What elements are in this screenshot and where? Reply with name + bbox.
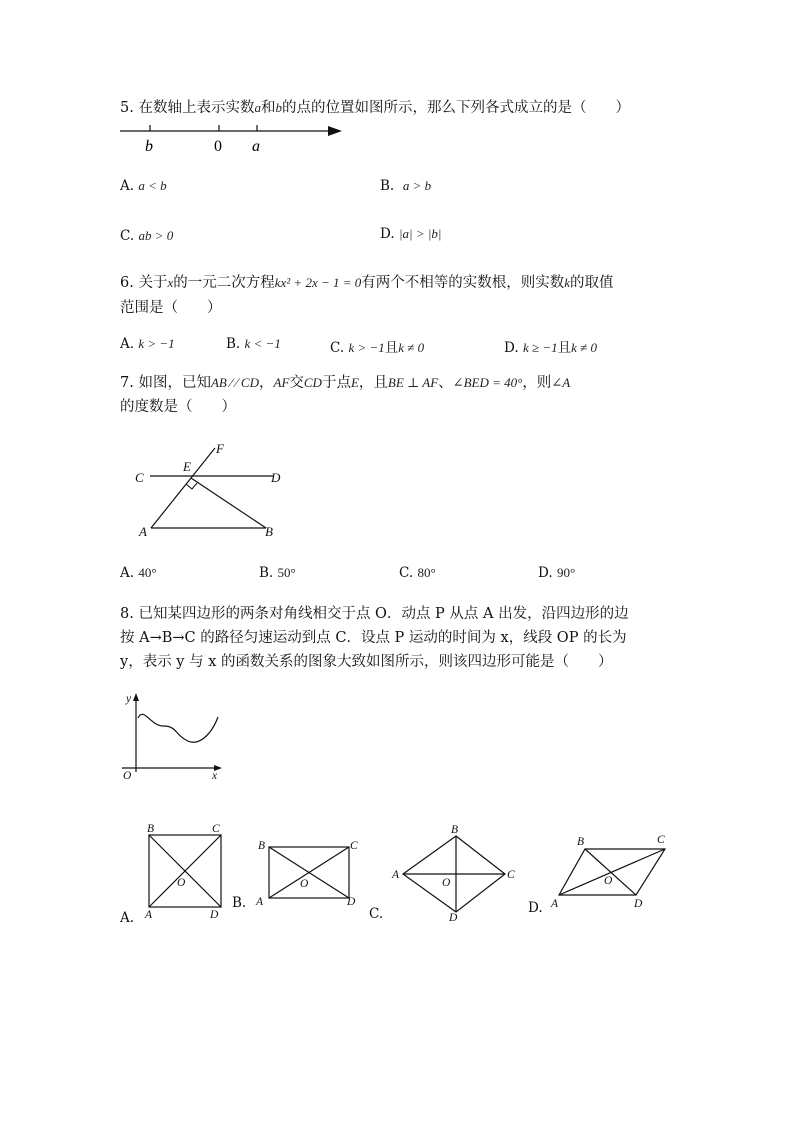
rh-label-C: C <box>507 869 515 881</box>
q6-option-a[interactable]: A. k > −1 <box>120 336 175 352</box>
pg-label-C: C <box>657 834 665 846</box>
q5-option-d[interactable]: D. |a| > |b| <box>380 226 442 242</box>
pg-label-D: D <box>634 898 643 910</box>
q8-graph-label-O: O <box>123 770 132 782</box>
sq-label-B: B <box>147 823 155 835</box>
q7-label-C: C <box>135 470 144 485</box>
numberline-label-a: a <box>252 138 260 155</box>
rect-label-A: A <box>256 896 264 908</box>
numberline-label-b: b <box>145 138 153 155</box>
q5-option-c[interactable]: C. ab > 0 <box>120 228 174 244</box>
q7-stem-line1: 7. 如图，已知AB ∕ ∕ CD，AF交CD于点E，且BE ⊥ AF、∠BED = 40°，则∠A <box>120 375 571 391</box>
q6-option-d[interactable]: D. k ≥ −1且k ≠ 0 <box>504 340 598 356</box>
q7-option-c[interactable]: C. 80° <box>399 565 436 581</box>
q7-stem-line2: 的度数是（ ） <box>120 399 236 415</box>
q8-figure-rectangle[interactable] <box>255 835 365 911</box>
q7-label-B: B <box>265 524 273 539</box>
q5-number-line <box>118 118 358 160</box>
sq-label-A: A <box>145 909 153 921</box>
q5-option-a[interactable]: A. a < b <box>120 178 167 194</box>
rh-label-O: O <box>442 877 451 889</box>
q8-figure-square[interactable] <box>138 820 230 922</box>
numberline-label-0: 0 <box>214 138 222 155</box>
q6-stem-line1: 6. 关于x的一元二次方程kx² + 2x − 1 = 0有两个不相等的实数根，则实数k的取值 <box>120 275 614 291</box>
q6-option-b[interactable]: B. k < −1 <box>226 336 281 352</box>
rh-label-A: A <box>392 869 400 881</box>
q7-option-a[interactable]: A. 40° <box>120 565 157 581</box>
q8-stem-line3: y，表示 y 与 x 的函数关系的图象大致如图所示，则该四边形可能是（ ） <box>120 654 613 670</box>
rect-label-D: D <box>347 896 356 908</box>
q7-option-d[interactable]: D. 90° <box>538 565 576 581</box>
q8-figure-parallelogram[interactable] <box>546 829 676 913</box>
q8-option-c[interactable]: C. <box>369 906 384 922</box>
rh-label-B: B <box>451 824 459 836</box>
q7-label-D: D <box>271 470 281 485</box>
q7-option-b[interactable]: B. 50° <box>259 565 296 581</box>
rh-label-D: D <box>449 912 458 922</box>
q8-function-graph <box>118 688 233 784</box>
q8-option-d[interactable]: D. <box>528 900 543 916</box>
q5-option-b[interactable]: B. a > b <box>380 178 432 194</box>
pg-label-O: O <box>604 875 613 887</box>
q8-stem-line1: 8. 已知某四边形的两条对角线相交于点 O．动点 P 从点 A 出发，沿四边形的边 <box>120 606 629 622</box>
q7-label-F: F <box>216 441 224 456</box>
q7-figure <box>128 436 298 544</box>
q8-figure-rhombus[interactable] <box>390 822 520 922</box>
q8-option-a[interactable]: A. <box>120 910 135 926</box>
pg-label-B: B <box>577 836 585 848</box>
q7-label-A: A <box>139 524 147 539</box>
rect-label-O: O <box>300 878 309 890</box>
q7-label-E: E <box>183 459 191 474</box>
q8-stem-line2: 按 A→B→C 的路径匀速运动到点 C．设点 P 运动的时间为 x，线段 OP 的长为 <box>120 630 627 646</box>
q6-stem-line2: 范围是（ ） <box>120 300 222 316</box>
sq-label-C: C <box>212 823 220 835</box>
sq-label-D: D <box>210 909 219 921</box>
sq-label-O: O <box>177 877 186 889</box>
q8-graph-label-y: y <box>126 693 132 705</box>
rect-label-C: C <box>350 840 358 852</box>
pg-label-A: A <box>551 898 559 910</box>
q8-option-b[interactable]: B. <box>232 895 247 911</box>
q8-graph-label-x: x <box>212 770 218 782</box>
rect-label-B: B <box>258 840 266 852</box>
q6-option-c[interactable]: C. k > −1且k ≠ 0 <box>330 340 425 356</box>
q5-stem: 5. 在数轴上表示实数a和b的点的位置如图所示，那么下列各式成立的是（ ） <box>120 100 630 116</box>
